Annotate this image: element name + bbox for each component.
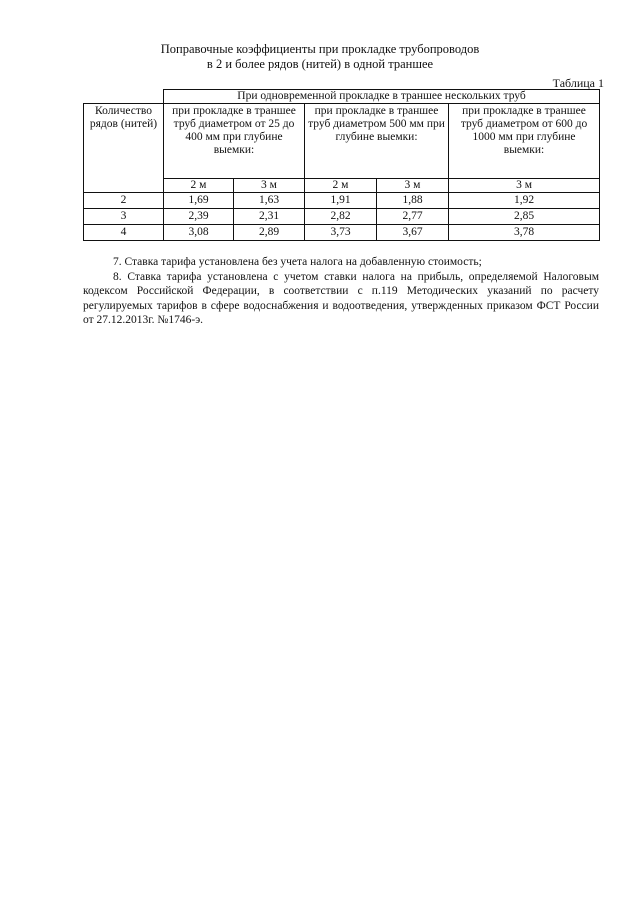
value-cell: 2,89 (234, 225, 305, 241)
value-cell: 1,88 (377, 193, 449, 209)
depth-header: 3 м (377, 179, 449, 193)
table-span-header: При одновременной прокладке в траншее нескольких труб (164, 90, 600, 104)
heading-line-1: Поправочные коэффициенты при прокладке трубопроводов (160, 42, 480, 56)
table-row-header: Количество рядов (нитей) (84, 104, 164, 193)
note-item-8: 8. Ставка тарифа установлена с учетом ставки налога на прибыль, определяемой Налоговым кодексом Российской Федерации, в соответствии с п.119 Методических указаний по расчету регулируемых тарифов в сфере водоснабжения и водоотведения, утвержденных приказом ФСТ России от 27.12.2013г. №1746-э. (83, 270, 599, 326)
table-row (84, 225, 600, 241)
value-cell: 1,69 (164, 193, 234, 209)
heading-line-2: в 2 и более рядов (нитей) в одной траншее (206, 57, 434, 71)
table-group-header-3: при прокладке в траншее труб диаметром от 600 до 1000 мм при глубине выемки: (449, 104, 600, 179)
depth-header: 2 м (305, 179, 377, 193)
value-cell: 2,77 (377, 209, 449, 225)
value-cell: 3,78 (449, 225, 600, 241)
value-cell: 2,31 (234, 209, 305, 225)
table-span-header-row (84, 90, 600, 104)
value-cell: 2,39 (164, 209, 234, 225)
value-cell: 2,82 (305, 209, 377, 225)
table-group-header-1: при прокладке в траншее труб диаметром от 25 до 400 мм при глубине выемки: (164, 104, 305, 179)
value-cell: 1,63 (234, 193, 305, 209)
coefficient-table (83, 89, 600, 241)
value-cell: 1,91 (305, 193, 377, 209)
table-row (84, 209, 600, 225)
table-group-header-row (84, 104, 600, 179)
table-corner-cell (84, 90, 164, 104)
depth-header: 3 м (449, 179, 600, 193)
value-cell: 2,85 (449, 209, 600, 225)
table-row (84, 193, 600, 209)
row-count-cell: 3 (84, 209, 164, 225)
table-caption: Таблица 1 (552, 76, 604, 90)
notes-section (83, 255, 599, 328)
value-cell: 3,08 (164, 225, 234, 241)
depth-header: 3 м (234, 179, 305, 193)
row-count-cell: 4 (84, 225, 164, 241)
row-count-cell: 2 (84, 193, 164, 209)
value-cell: 3,67 (377, 225, 449, 241)
value-cell: 3,73 (305, 225, 377, 241)
table-group-header-2: при прокладке в траншее труб диаметром 500 мм при глубине выемки: (305, 104, 449, 179)
depth-header: 2 м (164, 179, 234, 193)
value-cell: 1,92 (449, 193, 600, 209)
document-heading (0, 42, 640, 72)
note-item-7: 7. Ставка тарифа установлена без учета налога на добавленную стоимость; (113, 256, 482, 268)
